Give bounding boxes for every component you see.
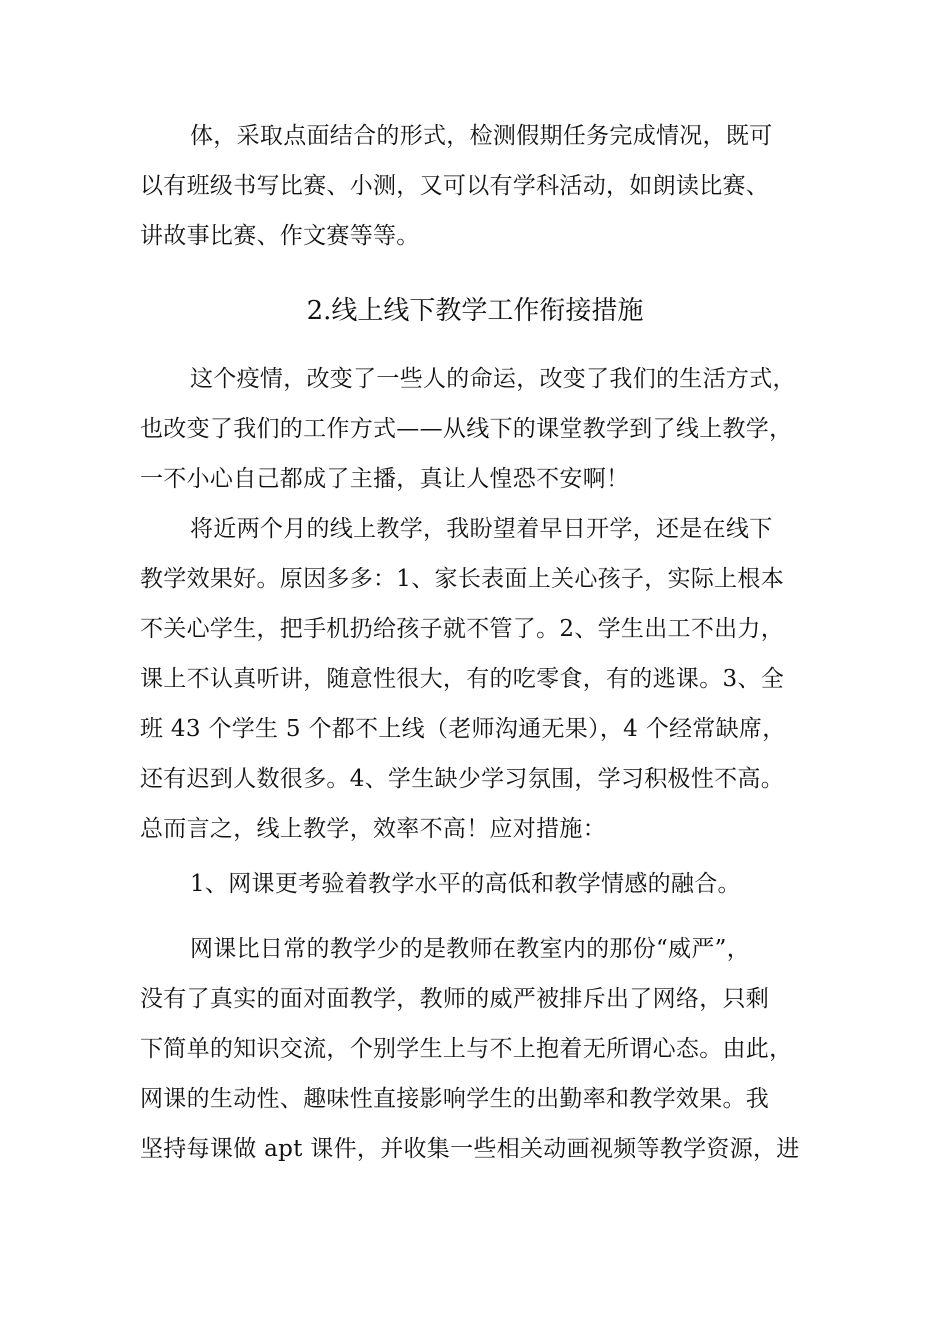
paragraph-line: 以有班级书写比赛、小测，又可以有学科活动，如朗读比赛、	[140, 173, 770, 199]
paragraph-line: 这个疫情，改变了一些人的命运，改变了我们的生活方式，	[190, 366, 796, 392]
paragraph-line: 讲故事比赛、作文赛等等。	[140, 223, 420, 249]
paragraph-line: 班 43 个学生 5 个都不上线（老师沟通无果），4 个经常缺席，	[140, 716, 786, 742]
paragraph-line: 下简单的知识交流，个别学生上与不上抱着无所谓心态。由此，	[140, 1036, 793, 1062]
paragraph-line: 网课比日常的教学少的是教师在教室内的那份“威严”，	[190, 936, 751, 962]
paragraph-line: 总而言之，线上教学，效率不高！应对措施：	[140, 816, 606, 842]
paragraph-line: 1、网课更考验着教学水平的高低和教学情感的融合。	[190, 871, 741, 897]
paragraph-line: 不关心学生，把手机扔给孩子就不管了。2、学生出工不出力，	[140, 616, 785, 642]
paragraph-line: 课上不认真听讲，随意性很大，有的吃零食，有的逃课。3、全	[140, 666, 785, 692]
paragraph-line: 坚持每课做 apt 课件，并收集一些相关动画视频等教学资源，进	[140, 1136, 800, 1162]
paragraph-line: 没有了真实的面对面教学，教师的威严被排斥出了网络，只剩	[140, 986, 770, 1012]
paragraph-line: 一不小心自己都成了主播，真让人惶恐不安啊！	[140, 466, 630, 492]
paragraph-line: 也改变了我们的工作方式——从线下的课堂教学到了线上教学，	[140, 416, 793, 442]
paragraph-line: 教学效果好。原因多多：1、家长表面上关心孩子，实际上根本	[140, 566, 785, 592]
paragraph-line: 体，采取点面结合的形式，检测假期任务完成情况，既可	[190, 123, 773, 149]
paragraph-line: 还有迟到人数很多。4、学生缺少学习氛围，学习积极性不高。	[140, 766, 785, 792]
paragraph-line: 将近两个月的线上教学，我盼望着早日开学，还是在线下	[190, 516, 773, 542]
section-heading: 2.线上线下教学工作衔接措施	[306, 296, 644, 326]
paragraph-line: 网课的生动性、趣味性直接影响学生的出勤率和教学效果。我	[140, 1086, 770, 1112]
